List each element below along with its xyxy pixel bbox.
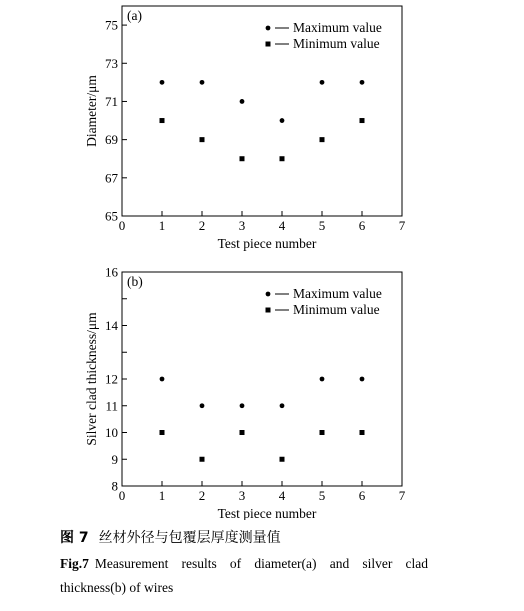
data-point-max	[160, 377, 165, 382]
y-tick-label: 11	[105, 398, 118, 414]
y-tick-label: 67	[105, 170, 118, 186]
data-point-min	[240, 430, 245, 435]
legend-label: Minimum value	[293, 302, 380, 317]
panel-label: (a)	[127, 8, 142, 23]
data-point-min	[360, 430, 365, 435]
y-tick-label: 16	[105, 264, 118, 280]
x-tick-label: 6	[358, 488, 366, 503]
legend-marker-circle	[266, 26, 271, 31]
x-tick-label: 2	[198, 218, 206, 233]
x-tick-label: 7	[398, 218, 406, 233]
x-axis-label: Test piece number	[217, 236, 317, 251]
x-tick-label: 3	[238, 218, 246, 233]
x-tick-label: 0	[118, 218, 126, 233]
x-tick-label: 2	[198, 488, 206, 503]
y-tick-label: 69	[105, 132, 118, 148]
legend-label: Maximum value	[293, 20, 382, 35]
data-point-min	[320, 430, 325, 435]
caption-english-label: Fig.7	[60, 556, 89, 571]
caption-chinese	[60, 527, 281, 547]
data-point-max	[280, 403, 285, 408]
data-point-max	[160, 80, 165, 85]
caption-chinese-text: 丝材外径与包覆层厚度测量值	[98, 531, 281, 546]
chart-panel-1	[84, 265, 406, 521]
legend-marker-square	[266, 308, 271, 313]
x-tick-label: 5	[318, 488, 326, 503]
legend-label: Minimum value	[293, 36, 380, 51]
data-point-min	[280, 156, 285, 161]
data-point-max	[240, 403, 245, 408]
data-point-min	[160, 118, 165, 123]
data-point-max	[360, 377, 365, 382]
legend-marker-circle	[266, 292, 271, 297]
data-point-max	[320, 377, 325, 382]
y-tick-label: 73	[105, 55, 118, 71]
data-point-max	[320, 80, 325, 85]
panel-label: (b)	[127, 274, 143, 289]
y-tick-label: 75	[105, 17, 118, 33]
chart-panel-0	[84, 6, 406, 251]
y-tick-label: 65	[105, 208, 118, 224]
data-point-min	[280, 457, 285, 462]
x-tick-label: 4	[278, 488, 286, 503]
y-tick-label: 10	[105, 425, 118, 440]
data-point-max	[280, 118, 285, 123]
legend-marker-square	[266, 42, 271, 47]
x-tick-label: 7	[398, 488, 406, 503]
data-point-min	[160, 430, 165, 435]
legend-label: Maximum value	[293, 286, 382, 301]
data-point-min	[240, 156, 245, 161]
x-tick-label: 5	[318, 218, 326, 233]
x-tick-label: 3	[238, 488, 246, 503]
data-point-max	[240, 99, 245, 104]
x-tick-label: 0	[118, 488, 126, 503]
y-tick-label: 8	[111, 478, 118, 494]
y-axis-label: Diameter/μm	[84, 75, 99, 147]
y-tick-label: 14	[105, 318, 118, 333]
data-point-min	[200, 457, 205, 462]
y-tick-label: 9	[111, 451, 118, 467]
data-point-max	[200, 80, 205, 85]
caption-chinese-label: 图 7	[60, 530, 89, 546]
y-tick-label: 12	[105, 371, 118, 387]
data-point-min	[360, 118, 365, 123]
caption-english-text: Measurement results of diameter(a) and silver clad thickness(b) of wires	[60, 556, 428, 595]
data-point-max	[360, 80, 365, 85]
data-point-min	[200, 137, 205, 142]
y-tick-label: 71	[105, 93, 118, 109]
y-axis-label: Silver clad thickness/μm	[84, 312, 99, 446]
x-tick-label: 6	[358, 218, 366, 233]
x-axis-label: Test piece number	[217, 506, 317, 520]
x-tick-label: 1	[158, 488, 166, 503]
data-point-min	[320, 137, 325, 142]
x-tick-label: 4	[278, 218, 286, 233]
data-point-max	[200, 403, 205, 408]
caption-english	[60, 552, 428, 600]
x-tick-label: 1	[158, 218, 166, 233]
